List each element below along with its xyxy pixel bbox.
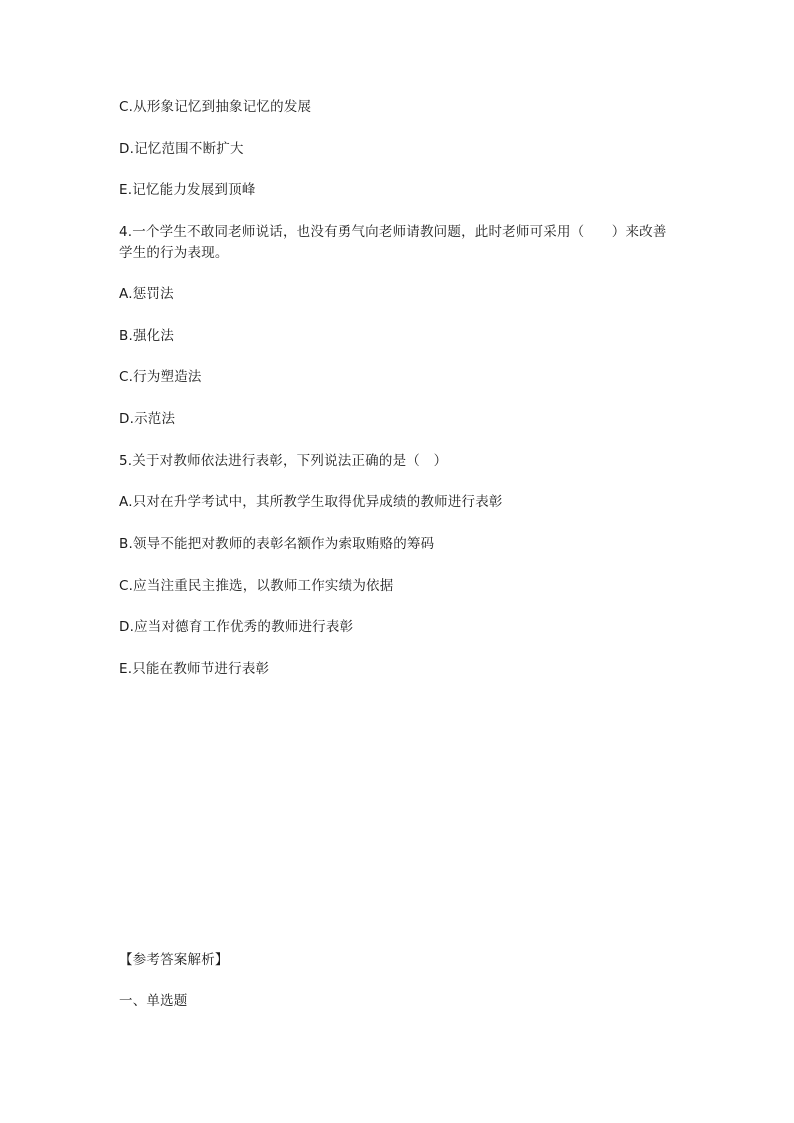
- q5-option-c: C.应当注重民主推选，以教师工作实绩为依据: [119, 578, 394, 594]
- q5-option-b: B.领导不能把对教师的表彰名额作为索取贿赂的筹码: [119, 536, 435, 552]
- q5-option-e: E.只能在教师节进行表彰: [119, 661, 270, 677]
- answer-heading: 【参考答案解析】: [119, 952, 229, 968]
- q4-stem: 4.一个学生不敢同老师说话，也没有勇气向老师请教问题，此时老师可采用（ ）来改善学生的行为表现。: [119, 224, 667, 261]
- q4-option-d: D.示范法: [119, 411, 176, 427]
- q4-option-b: B.强化法: [119, 328, 175, 344]
- q4-option-c: C.行为塑造法: [119, 369, 202, 385]
- q5-option-a: A.只对在升学考试中，其所教学生取得优异成绩的教师进行表彰: [119, 494, 503, 510]
- q3-option-d: D.记忆范围不断扩大: [119, 141, 244, 157]
- q5-stem: 5.关于对教师依法进行表彰，下列说法正确的是（ ）: [119, 453, 448, 469]
- q3-option-e: E.记忆能力发展到顶峰: [119, 182, 256, 198]
- q3-option-c: C.从形象记忆到抽象记忆的发展: [119, 99, 312, 115]
- q4-option-a: A.惩罚法: [119, 286, 174, 302]
- q5-option-d: D.应当对德育工作优秀的教师进行表彰: [119, 619, 354, 635]
- section-heading: 一、单选题: [119, 993, 188, 1009]
